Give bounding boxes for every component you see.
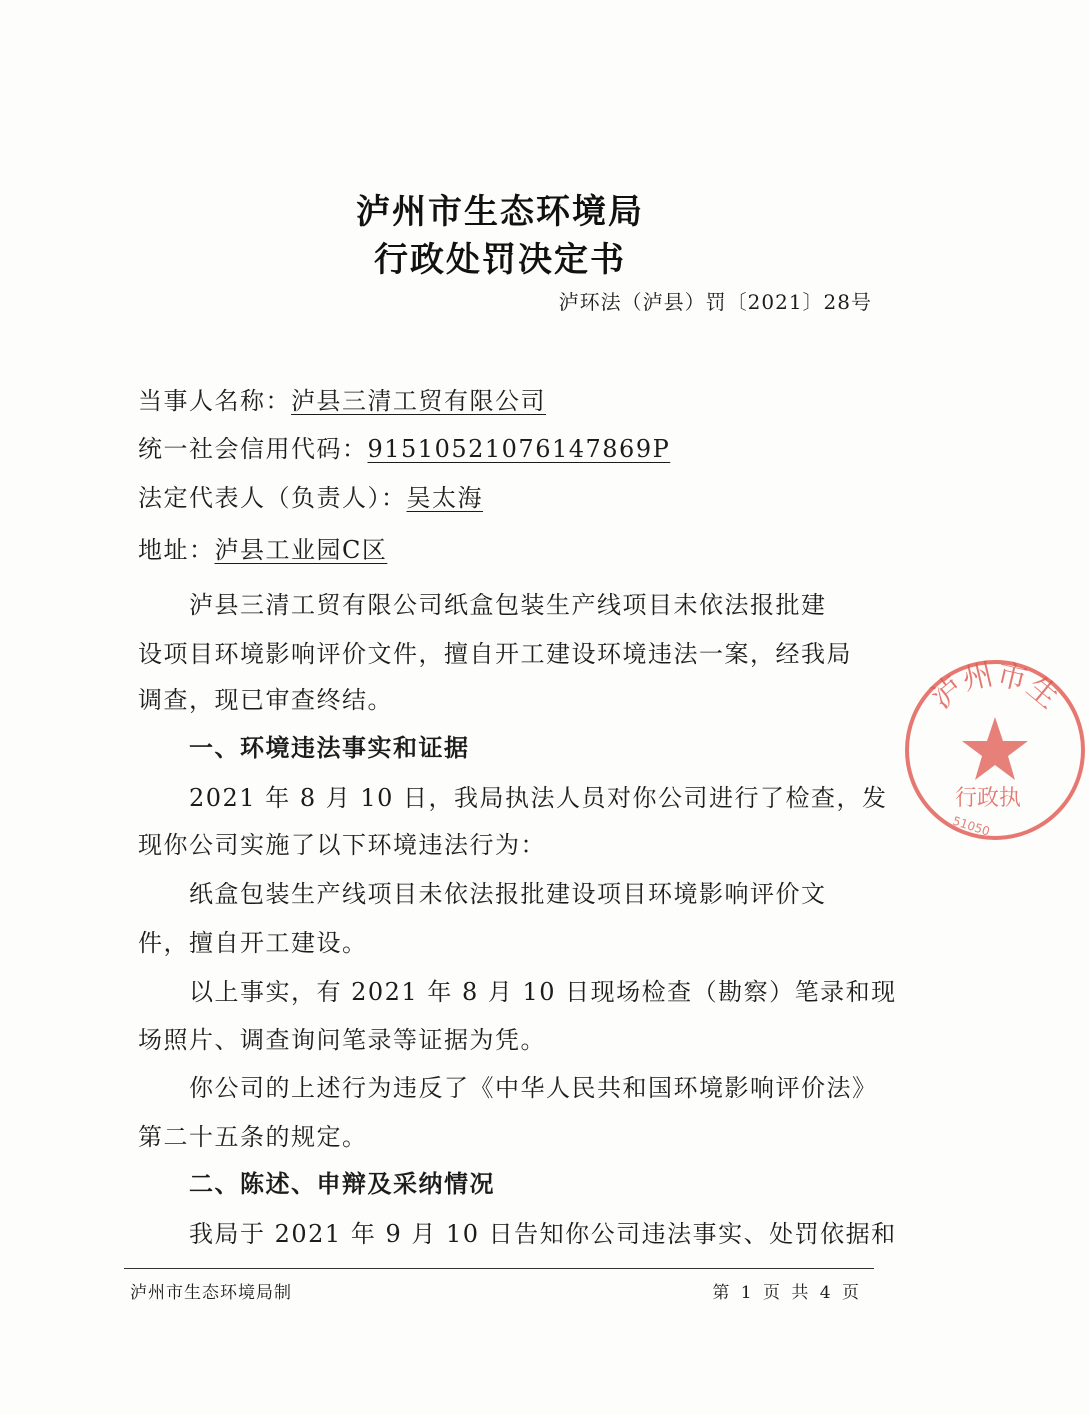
body-line: 以上事实，有 2021 年 8 月 10 日现场检查（勘察）笔录和现 bbox=[138, 978, 897, 1006]
legal-rep-value: 吴太海 bbox=[406, 484, 483, 512]
document-number: 泸环法（泸县）罚〔2021〕28号 bbox=[558, 290, 872, 314]
svg-text:泸州市生: 泸州市生 bbox=[924, 657, 1066, 716]
body-line: 场照片、调查询问笔录等证据为凭。 bbox=[138, 1026, 546, 1054]
footer-divider bbox=[124, 1268, 874, 1269]
party-name-value: 泸县三清工贸有限公司 bbox=[291, 387, 546, 415]
address-row bbox=[138, 530, 873, 565]
svg-text:行政执: 行政执 bbox=[954, 786, 1022, 811]
credit-code-row bbox=[138, 429, 873, 464]
body-line: 第二十五条的规定。 bbox=[138, 1123, 368, 1151]
body-line: 你公司的上述行为违反了《中华人民共和国环境影响评价法》 bbox=[138, 1074, 878, 1102]
official-seal-icon bbox=[900, 655, 1090, 845]
body-line: 2021 年 8 月 10 日，我局执法人员对你公司进行了检查，发 bbox=[138, 784, 888, 812]
body-line: 纸盒包装生产线项目未依法报批建设项目环境影响评价文 bbox=[138, 880, 827, 908]
section-heading-2: 二、陈述、申辩及采纳情况 bbox=[138, 1170, 495, 1198]
party-name-row bbox=[138, 381, 873, 416]
party-name-label: 当事人名称： bbox=[138, 387, 291, 415]
credit-code-value: 91510521076147869P bbox=[367, 435, 671, 463]
footer-issuer: 泸州市生态环境局制 bbox=[130, 1283, 292, 1303]
issuer-title: 泸州市生态环境局 bbox=[356, 192, 644, 232]
credit-code-label: 统一社会信用代码： bbox=[138, 435, 368, 463]
section-heading-1: 一、环境违法事实和证据 bbox=[138, 734, 470, 762]
legal-rep-label: 法定代表人（负责人）： bbox=[138, 484, 407, 512]
body-line: 泸县三清工贸有限公司纸盒包装生产线项目未依法报批建 bbox=[138, 591, 827, 619]
page-number: 第 1 页 共 4 页 bbox=[712, 1283, 860, 1303]
svg-text:51050: 51050 bbox=[950, 813, 992, 839]
body-line: 现你公司实施了以下环境违法行为： bbox=[138, 831, 546, 859]
body-line: 件，擅自开工建设。 bbox=[138, 929, 368, 957]
body-line: 设项目环境影响评价文件，擅自开工建设环境违法一案，经我局 bbox=[138, 640, 852, 668]
document-title: 行政处罚决定书 bbox=[374, 240, 626, 280]
body-line: 我局于 2021 年 9 月 10 日告知你公司违法事实、处罚依据和 bbox=[138, 1220, 897, 1248]
legal-rep-row bbox=[138, 478, 873, 513]
address-label: 地址： bbox=[138, 536, 215, 564]
body-line: 调查，现已审查终结。 bbox=[138, 686, 393, 714]
address-value: 泸县工业园C区 bbox=[214, 536, 388, 564]
